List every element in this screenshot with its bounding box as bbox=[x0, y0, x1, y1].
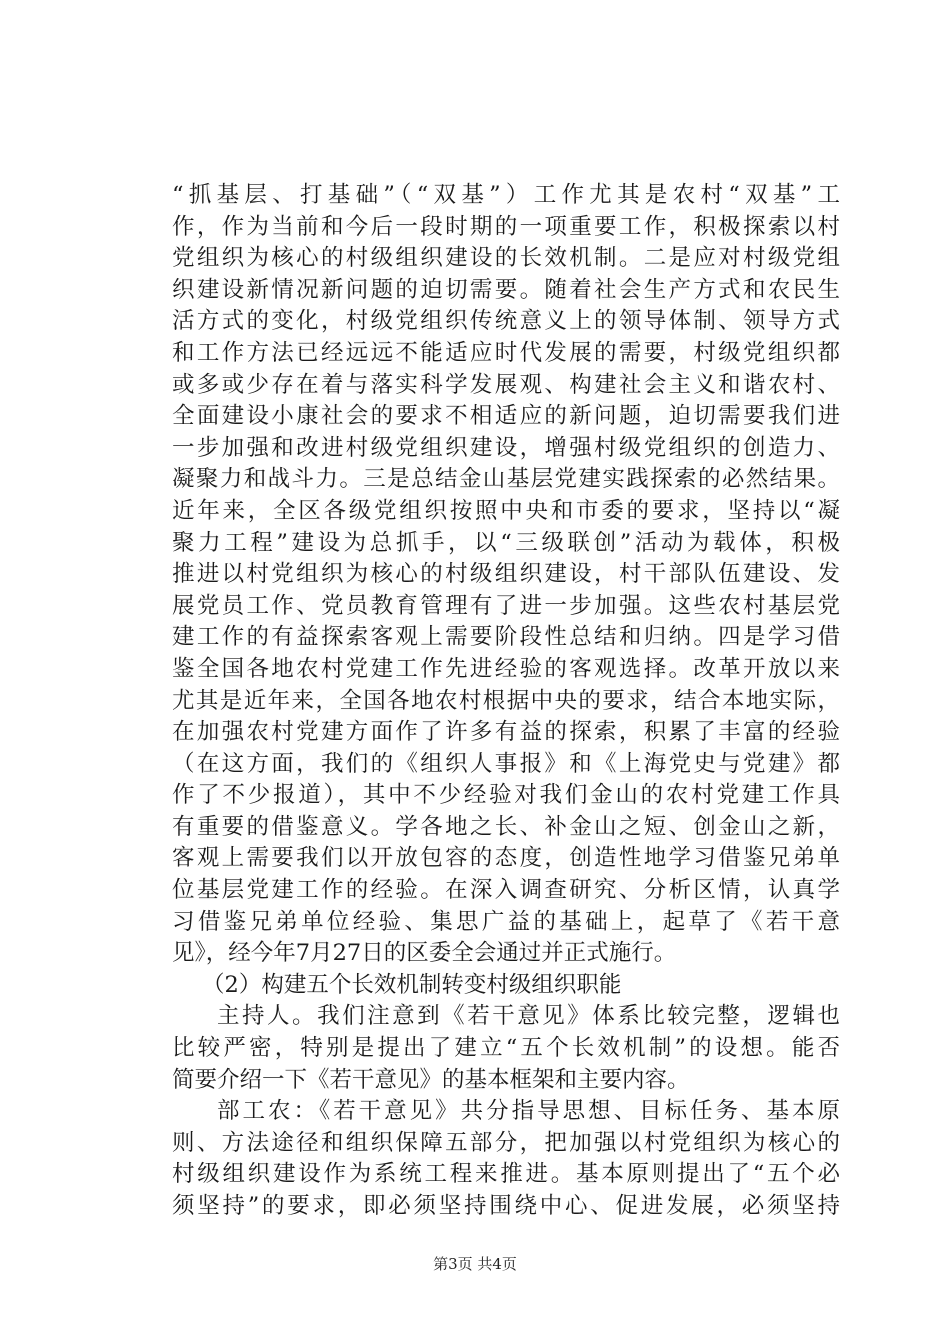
text-line: 须坚持”的要求，即必须坚持围绕中心、促进发展，必须坚持 bbox=[172, 1193, 840, 1219]
text-line: “抓基层、打基础”（“双基”）工作尤其是农村“双基”工 bbox=[172, 182, 840, 208]
text-line: 一步加强和改进村级党组织建设，增强村级党组织的创造力、 bbox=[172, 434, 840, 461]
text-line: 和工作方法已经远远不能适应时代发展的需要，村级党组织都 bbox=[172, 339, 840, 366]
text-line: 聚力工程”建设为总抓手，以“三级联创”活动为载体，积极 bbox=[172, 529, 840, 556]
text-line: 织建设新情况新问题的迫切需要。随着社会生产方式和农民生 bbox=[172, 276, 840, 303]
text-line: 简要介绍一下《若干意见》的基本框架和主要内容。 bbox=[172, 1066, 690, 1093]
text-line: 尤其是近年来，全国各地农村根据中央的要求，结合本地实际， bbox=[172, 687, 840, 714]
text-line: 展党员工作、党员教育管理有了进一步加强。这些农村基层党 bbox=[172, 592, 840, 619]
page-footer: 第3页 共4页 bbox=[433, 1255, 517, 1273]
text-line: 近年来，全区各级党组织按照中央和市委的要求，坚持以“凝 bbox=[172, 497, 840, 524]
text-line: 党组织为核心的村级组织建设的长效机制。二是应对村级党组 bbox=[172, 245, 840, 272]
text-line: 部工农：《若干意见》共分指导思想、目标任务、基本原 bbox=[217, 1098, 840, 1125]
text-line: （在这方面，我们的《组织人事报》和《上海党史与党建》都 bbox=[172, 750, 840, 777]
text-line: 推进以村党组织为核心的村级组织建设，村干部队伍建设、发 bbox=[172, 561, 840, 588]
text-line: 位基层党建工作的经验。在深入调查研究、分析区情，认真学 bbox=[172, 877, 840, 904]
text-line: 或多或少存在着与落实科学发展观、构建社会主义和谐农村、 bbox=[172, 371, 840, 398]
text-line: 建工作的有益探索客观上需要阶段性总结和归纳。四是学习借 bbox=[172, 624, 840, 651]
text-line: 比较严密，特别是提出了建立“五个长效机制”的设想。能否 bbox=[172, 1035, 840, 1062]
text-line: 习借鉴兄弟单位经验、集思广益的基础上，起草了《若干意 bbox=[172, 908, 840, 935]
text-line: 凝聚力和战斗力。三是总结金山基层党建实践探索的必然结果。 bbox=[172, 466, 840, 493]
text-line: 在加强农村党建方面作了许多有益的探索，积累了丰富的经验 bbox=[172, 719, 840, 746]
text-line: 主持人。我们注意到《若干意见》体系比较完整，逻辑也 bbox=[217, 1003, 840, 1030]
text-line: 作，作为当前和今后一段时期的一项重要工作，积极探索以村 bbox=[172, 213, 840, 240]
text-line: 鉴全国各地农村党建工作先进经验的客观选择。改革开放以来 bbox=[172, 655, 840, 682]
document-body bbox=[172, 180, 840, 1223]
text-line: 全面建设小康社会的要求不相适应的新问题，迫切需要我们进 bbox=[172, 403, 840, 430]
text-line: 作了不少报道），其中不少经验对我们金山的农村党建工作具 bbox=[172, 782, 840, 809]
section-heading: （2）构建五个长效机制转变村级组织职能 bbox=[202, 971, 622, 998]
text-line: 见》，经今年7月27日的区委全会通过并正式施行。 bbox=[172, 940, 677, 967]
text-line: 活方式的变化，村级党组织传统意义上的领导体制、领导方式 bbox=[172, 308, 840, 335]
text-line: 则、方法途径和组织保障五部分，把加强以村党组织为核心的 bbox=[172, 1129, 840, 1156]
text-line: 有重要的借鉴意义。学各地之长、补金山之短、创金山之新， bbox=[172, 813, 840, 840]
text-line: 村级组织建设作为系统工程来推进。基本原则提出了“五个必 bbox=[172, 1161, 840, 1188]
text-line: 客观上需要我们以开放包容的态度，创造性地学习借鉴兄弟单 bbox=[172, 845, 840, 872]
